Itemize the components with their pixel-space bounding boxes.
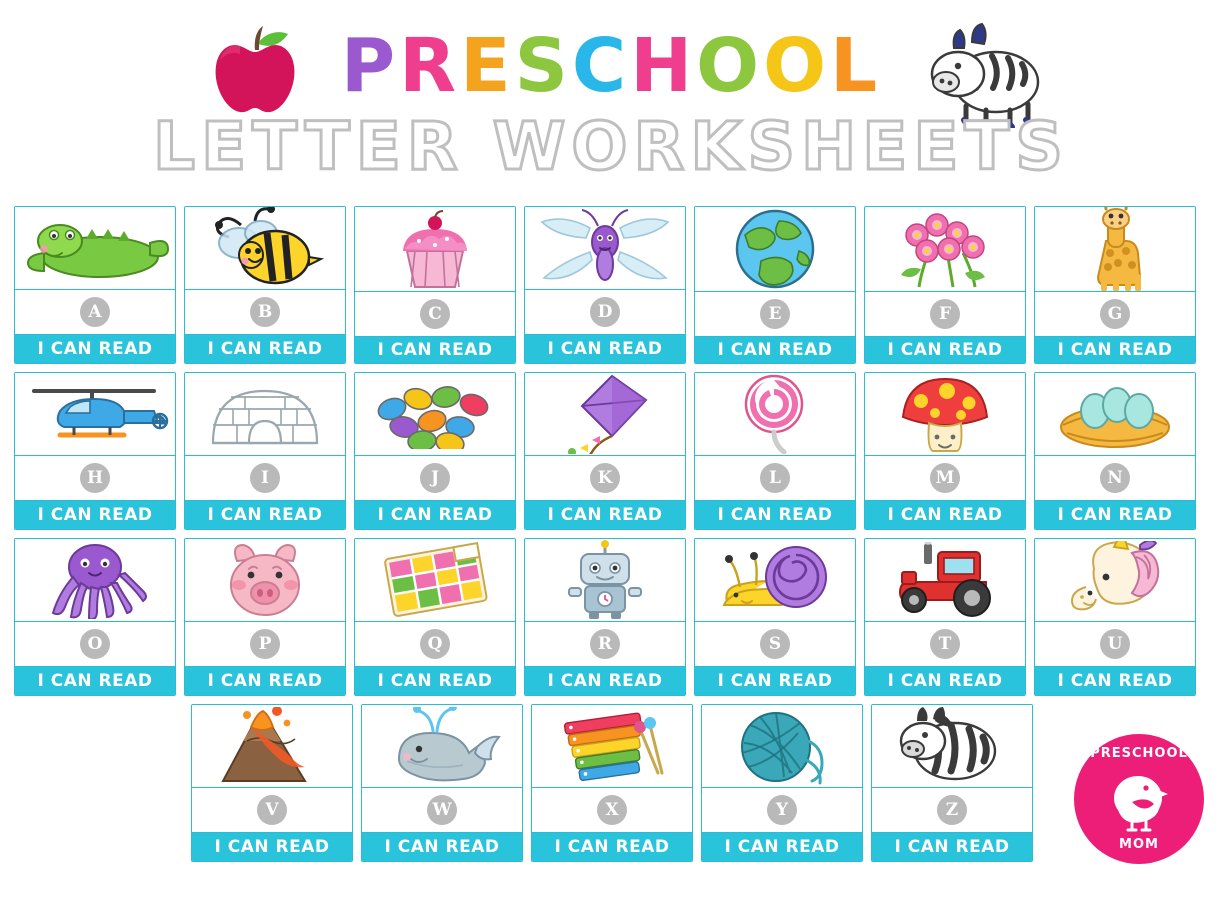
- kite-icon: [525, 373, 685, 456]
- i-can-read-banner[interactable]: I CAN READ: [355, 667, 515, 695]
- title-letter-1: R: [399, 23, 461, 109]
- i-can-read-banner[interactable]: I CAN READ: [865, 501, 1025, 529]
- giraffe-icon: [1035, 207, 1195, 292]
- i-can-read-banner[interactable]: I CAN READ: [695, 501, 855, 529]
- letter-badge: [525, 456, 685, 501]
- title-letter-7: O: [763, 23, 831, 109]
- preschool-mom-badge: [1074, 734, 1204, 864]
- letter-card-e[interactable]: [694, 206, 856, 364]
- letter-card-f[interactable]: [864, 206, 1026, 364]
- letter-badge: [355, 292, 515, 337]
- letter-card-k[interactable]: [524, 372, 686, 530]
- earth-icon: [695, 207, 855, 292]
- pig-icon: [185, 539, 345, 622]
- letter-card-b[interactable]: [184, 206, 346, 364]
- letter-circle: M: [930, 463, 960, 493]
- letter-circle: F: [930, 299, 960, 329]
- letter-card-i[interactable]: [184, 372, 346, 530]
- i-can-read-banner[interactable]: I CAN READ: [185, 335, 345, 363]
- letter-circle: Q: [420, 629, 450, 659]
- i-can-read-banner[interactable]: I CAN READ: [532, 833, 692, 861]
- i-can-read-banner[interactable]: I CAN READ: [872, 833, 1032, 861]
- letter-badge: [192, 788, 352, 833]
- letter-circle: O: [80, 629, 110, 659]
- i-can-read-banner[interactable]: I CAN READ: [355, 501, 515, 529]
- octopus-icon: [15, 539, 175, 622]
- quilt-icon: [355, 539, 515, 622]
- letter-badge: [1035, 622, 1195, 667]
- i-can-read-banner[interactable]: I CAN READ: [15, 501, 175, 529]
- letter-card-t[interactable]: [864, 538, 1026, 696]
- letter-badge: [1035, 456, 1195, 501]
- whale-icon: [362, 705, 522, 788]
- letter-badge: [185, 456, 345, 501]
- jellybeans-icon: [355, 373, 515, 456]
- letter-circle: R: [590, 629, 620, 659]
- bee-icon: [185, 207, 345, 290]
- yarn-icon: [702, 705, 862, 788]
- i-can-read-banner[interactable]: I CAN READ: [15, 667, 175, 695]
- letter-circle: Y: [767, 795, 797, 825]
- letter-card-m[interactable]: [864, 372, 1026, 530]
- letter-badge: [355, 622, 515, 667]
- letter-badge: [185, 622, 345, 667]
- bird-icon: [1102, 764, 1176, 839]
- letter-badge: [15, 622, 175, 667]
- i-can-read-banner[interactable]: I CAN READ: [1035, 337, 1195, 363]
- i-can-read-banner[interactable]: I CAN READ: [525, 667, 685, 695]
- letter-badge: [865, 292, 1025, 337]
- letter-circle: X: [597, 795, 627, 825]
- letter-circle: D: [590, 297, 620, 327]
- letter-badge: [695, 292, 855, 337]
- letter-circle: T: [930, 629, 960, 659]
- letter-card-x[interactable]: [531, 704, 693, 862]
- letter-circle: G: [1100, 299, 1130, 329]
- zebra-icon: [872, 705, 1032, 788]
- letter-card-u[interactable]: [1034, 538, 1196, 696]
- letter-badge: [702, 788, 862, 833]
- letter-badge: [185, 290, 345, 335]
- letter-card-a[interactable]: [14, 206, 176, 364]
- letter-badge: [532, 788, 692, 833]
- letter-card-h[interactable]: [14, 372, 176, 530]
- snail-icon: [695, 539, 855, 622]
- letter-card-d[interactable]: [524, 206, 686, 364]
- volcano-icon: [192, 705, 352, 788]
- letter-card-grid: [14, 206, 1210, 870]
- letter-card-s[interactable]: [694, 538, 856, 696]
- letter-circle: Z: [937, 795, 967, 825]
- title-letter-6: O: [696, 23, 764, 109]
- i-can-read-banner[interactable]: I CAN READ: [1035, 667, 1195, 695]
- title-letter-5: H: [630, 23, 697, 109]
- letter-card-p[interactable]: [184, 538, 346, 696]
- letter-badge: [525, 622, 685, 667]
- i-can-read-banner[interactable]: I CAN READ: [865, 667, 1025, 695]
- letter-card-r[interactable]: [524, 538, 686, 696]
- letter-card-o[interactable]: [14, 538, 176, 696]
- title-letter-4: C: [571, 23, 631, 109]
- letter-badge: [15, 456, 175, 501]
- unicorn-icon: [1035, 539, 1195, 622]
- page-subtitle: LETTER WORKSHEETS: [153, 108, 1069, 185]
- i-can-read-banner[interactable]: I CAN READ: [15, 335, 175, 363]
- letter-badge: [695, 622, 855, 667]
- letter-circle: I: [250, 463, 280, 493]
- letter-card-z[interactable]: [871, 704, 1033, 862]
- letter-card-w[interactable]: [361, 704, 523, 862]
- letter-card-l[interactable]: [694, 372, 856, 530]
- letter-card-y[interactable]: [701, 704, 863, 862]
- letter-badge: [872, 788, 1032, 833]
- letter-circle: C: [420, 299, 450, 329]
- i-can-read-banner[interactable]: I CAN READ: [192, 833, 352, 861]
- robot-icon: [525, 539, 685, 622]
- letter-circle: A: [80, 297, 110, 327]
- i-can-read-banner[interactable]: I CAN READ: [355, 337, 515, 363]
- i-can-read-banner[interactable]: I CAN READ: [695, 667, 855, 695]
- letter-circle: U: [1100, 629, 1130, 659]
- dragonfly-icon: [525, 207, 685, 290]
- letter-badge: [362, 788, 522, 833]
- letter-card-v[interactable]: [191, 704, 353, 862]
- helicopter-icon: [15, 373, 175, 456]
- letter-badge: [355, 456, 515, 501]
- letter-card-q[interactable]: [354, 538, 516, 696]
- letter-badge: [15, 290, 175, 335]
- letter-circle: P: [250, 629, 280, 659]
- card-row: [14, 704, 1210, 862]
- page-title: [0, 16, 1222, 116]
- card-row: [14, 206, 1210, 364]
- lollipop-icon: [695, 373, 855, 456]
- letter-circle: J: [420, 463, 450, 493]
- letter-badge: [865, 456, 1025, 501]
- letter-circle: B: [250, 297, 280, 327]
- letter-circle: K: [590, 463, 620, 493]
- letter-circle: L: [760, 463, 790, 493]
- igloo-icon: [185, 373, 345, 456]
- i-can-read-banner[interactable]: I CAN READ: [525, 501, 685, 529]
- flowers-icon: [865, 207, 1025, 292]
- title-letter-3: S: [514, 23, 572, 109]
- nest-icon: [1035, 373, 1195, 456]
- letter-card-n[interactable]: [1034, 372, 1196, 530]
- title-letter-0: P: [340, 23, 400, 109]
- i-can-read-banner[interactable]: I CAN READ: [695, 337, 855, 363]
- letter-badge: [695, 456, 855, 501]
- card-row: [14, 538, 1210, 696]
- letter-card-c[interactable]: [354, 206, 516, 364]
- page-header: [0, 0, 1222, 196]
- title-letter-2: E: [460, 23, 515, 109]
- i-can-read-banner[interactable]: I CAN READ: [525, 335, 685, 363]
- cupcake-icon: [355, 207, 515, 292]
- letter-circle: E: [760, 299, 790, 329]
- i-can-read-banner[interactable]: I CAN READ: [362, 833, 522, 861]
- xylophone-icon: [532, 705, 692, 788]
- card-row: [14, 372, 1210, 530]
- title-letter-8: L: [830, 23, 882, 109]
- i-can-read-banner[interactable]: I CAN READ: [185, 667, 345, 695]
- mushroom-icon: [865, 373, 1025, 456]
- alligator-icon: [15, 207, 175, 290]
- letter-card-g[interactable]: [1034, 206, 1196, 364]
- i-can-read-banner[interactable]: I CAN READ: [185, 501, 345, 529]
- letter-circle: W: [427, 795, 457, 825]
- tractor-icon: [865, 539, 1025, 622]
- letter-badge: [1035, 292, 1195, 337]
- letter-badge: [525, 290, 685, 335]
- letter-circle: S: [760, 629, 790, 659]
- letter-badge: [865, 622, 1025, 667]
- letter-circle: N: [1100, 463, 1130, 493]
- letter-circle: H: [80, 463, 110, 493]
- i-can-read-banner[interactable]: I CAN READ: [865, 337, 1025, 363]
- i-can-read-banner[interactable]: I CAN READ: [702, 833, 862, 861]
- badge-bottom-text: MOM: [1119, 837, 1159, 852]
- i-can-read-banner[interactable]: I CAN READ: [1035, 501, 1195, 529]
- letter-circle: V: [257, 795, 287, 825]
- badge-top-text: PRESCHOOL: [1090, 746, 1188, 761]
- letter-card-j[interactable]: [354, 372, 516, 530]
